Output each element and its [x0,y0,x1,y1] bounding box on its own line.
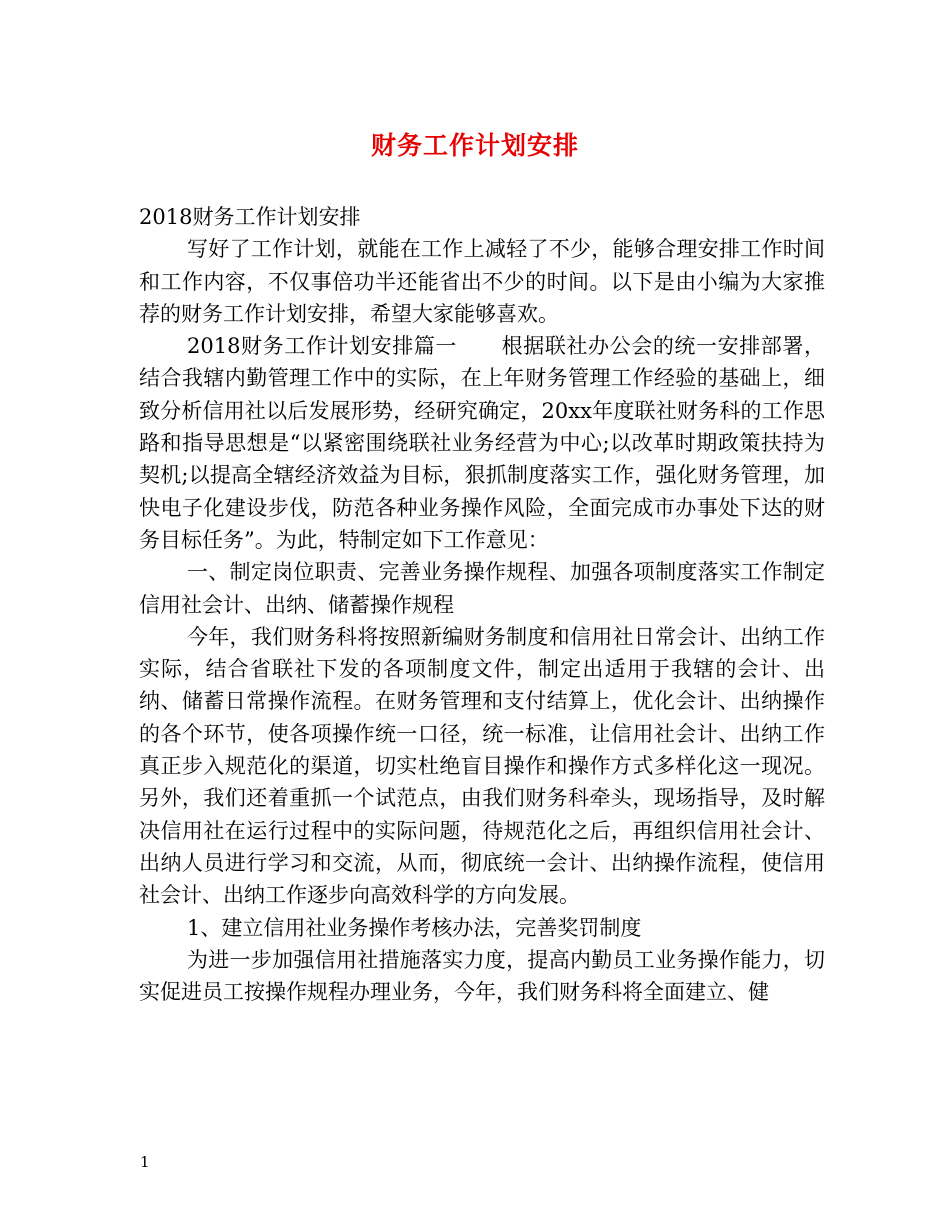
document-subtitle: 2018财务工作计划安排 [139,205,361,229]
document-title: 财务工作计划安排 [370,131,579,160]
paragraph-intro: 写好了工作计划，就能在工作上减轻了不少，能够合理安排工作时间和工作内容，不仅事倍功半还能省出不少的时间。以下是由小编为大家推荐的财务工作计划安排，希望大家能够喜欢。 [139,237,825,326]
paragraph-operations: 今年，我们财务科将按照新编财务制度和信用社日常会计、出纳工作实际，结合省联社下发的各项制度文件，制定出适用于我辖的会计、出纳、储蓄日常操作流程。在财务管理和支付结算上，优化会计、出纳操作的各个环节，使各项操作统一口径，统一标准，让信用社会计、出纳工作真正步入规范化的渠道，切实杜绝盲目操作和操作方式多样化这一现况。另外，我们还着重抓一个试范点，由我们财务科牵头，现场指导，及时解决信用社在运行过程中的实际问题，待规范化之后，再组织信用社会计、出纳人员进行学习和交流，从而，彻底统一会计、出纳操作流程，使信用社会计、出纳工作逐步向高效科学的方向发展。 [139,624,825,908]
page-number: 1 [140,1153,150,1171]
list-item-one: 1、建立信用社业务操作考核办法，完善奖罚制度 [187,915,642,940]
paragraph-plan-one [139,330,825,556]
paragraph-assessment: 为进一步加强信用社措施落实力度，提高内勤员工业务操作能力，切实促进员工按操作规程办理业务，今年，我们财务科将全面建立、健 [139,947,825,1005]
paragraph-plan-one-heading: 2018财务工作计划安排篇一 [187,334,458,359]
paragraph-plan-one-body: 根据联社办公会的统一安排部署，结合我辖内勤管理工作中的实际，在上年财务管理工作经验的基础上，细致分析信用社以后发展形势，经研究确定，20xx年度联社财务科的工作思路和指导思想是“以紧密围绕联社业务经营为中心;以改革时期政策扶持为契机;以提高全辖经济效益为目标，狠抓制度落实工作，强化财务管理，加快电子化建设步伐，防范各种业务操作风险，全面完成市办事处下达的财务目标任务”。为此，特制定如下工作意见： [139,334,825,552]
document-body [139,201,825,1008]
section-heading-one: 一、制定岗位职责、完善业务操作规程、加强各项制度落实工作制定信用社会计、出纳、储蓄操作规程 [139,560,825,617]
